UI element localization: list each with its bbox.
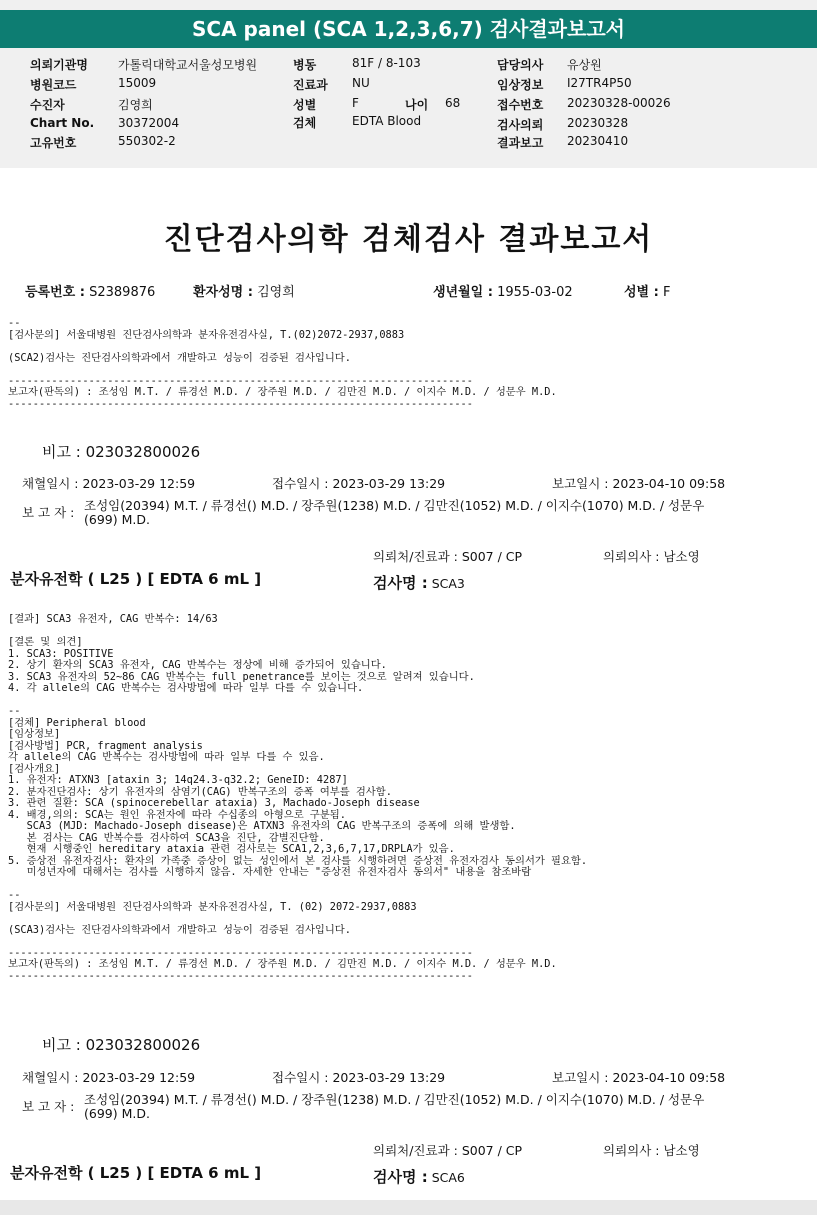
- patient-sex-value: F: [662, 285, 671, 300]
- info-label: 검사의뢰: [497, 118, 544, 132]
- reporter-label: 보 고 자 :: [22, 505, 75, 520]
- birth-date: [433, 281, 573, 300]
- info-label: 성별: [293, 98, 317, 112]
- bottom-strip: [0, 1200, 817, 1215]
- info-value: 20230328: [567, 116, 629, 130]
- report-value: 2023-04-10 09:58: [612, 476, 726, 491]
- report-label: 보고일시 :: [552, 1070, 609, 1085]
- note-field: [42, 1034, 200, 1055]
- dept-field: 의뢰처/진료과 : S007 / CP: [373, 1143, 523, 1158]
- info-value: 15009: [118, 76, 157, 90]
- test-name: [373, 572, 465, 593]
- info-label: 의뢰기관명: [30, 58, 88, 72]
- note-value: 023032800026: [85, 443, 201, 461]
- receive-value: 2023-03-29 13:29: [332, 1070, 446, 1085]
- registration-number: [25, 281, 155, 300]
- collect-label: 채혈일시 :: [22, 476, 79, 491]
- doctor-field: 의뢰의사 : 남소영: [603, 549, 700, 564]
- patient-sex-label: 성별 :: [624, 285, 659, 300]
- patient-name-label: 환자성명 :: [193, 285, 253, 300]
- sca2-footer-text: -- [검사문의] 서울대병원 진단검사의학과 분자유전검사실, T.(02)2072-2937,0883 (SCA2)검사는 진단검사의학과에서 개발하고 성능이 검증된 검사입니다. --------------------------------------------------------------------------- 보고자(판독의) : 조성임 M.T. / 류경선 M.D. / 장주원 M.D. / 김만진 M.D. / 이지수 M.D. / 성문우 M.D. ---------------------------------------------------------------------------: [8, 317, 557, 410]
- patient-name-value: 김영희: [257, 285, 295, 300]
- collect-datetime: [22, 1068, 195, 1086]
- note-label: 비고 :: [42, 443, 81, 461]
- report-value: 2023-04-10 09:58: [612, 1070, 726, 1085]
- patient-sex: [624, 281, 670, 300]
- info-value: 유상원: [567, 58, 602, 72]
- receive-label: 접수일시 :: [272, 1070, 329, 1085]
- info-label: 결과보고: [497, 136, 544, 150]
- info-label: Chart No.: [30, 116, 95, 130]
- registration-value: S2389876: [89, 285, 156, 300]
- info-value: 68: [445, 96, 461, 110]
- info-label: 수진자: [30, 98, 65, 112]
- info-value: 20230328-00026: [567, 96, 671, 110]
- category-field: 분자유전학 ( L25 ) [ EDTA 6 mL ]: [10, 570, 262, 588]
- info-label: 병동: [293, 58, 317, 72]
- sca3-result-text: [결과] SCA3 유전자, CAG 반복수: 14/63 [결론 및 의견] 1. SCA3: POSITIVE 2. 상기 환자의 SCA3 유전자, CAG 반복수는 정상에 비해 증가되어 있습니다. 3. SCA3 유전자의 52~86 CAG 반복수는 full penetrance를 보이는 것으로 알려져 있습니다. 4. 각 allele의 CAG 반복수는 검사방법에 따라 일부 다를 수 있습니다. -- [검체] Peripheral blood [임상정보] [검사방법] PCR, fragment analysis 각 allele의 CAG 반복수는 검사방법에 따라 일부 다를 수 있음. [검사개요] 1. 유전자: ATXN3 [ataxin 3; 14q24.3-q32.2; GeneID: 4287] 2. 분자진단검사: 상기 유전자의 삼염기(CAG) 반복구조의 증폭 여부를 검사함. 3. 관련 질환: SCA (spinocerebellar ataxia) 3, Machado-Joseph disease 4. 배경,의의: SCA는 원인 유전자에 따라 수십종의 아형으로 구분됨. SCA3 (MJD: Machado-Joseph disease)은 ATXN3 유전자의 CAG 반복구조의 증폭에 의해 발생함. 본 검사는 CAG 반복수를 검사하여 SCA3을 진단, 감별진단함. 현재 시행중인 hereditary ataxia 관련 검사로는 SCA1,2,3,6,7,17,DRPLA가 있음. 5. 증상전 유전자검사: 환자의 가족중 증상이 없는 성인에서 본 검사를 시행하려면 증상전 유전자검사 동의서가 필요함. 미성년자에 대해서는 검사를 시행하지 않음. 자세한 안내는 "증상전 유전자검사 동의서" 내용을 참조바람 -- [검사문의] 서울대병원 진단검사의학과 분자유전검사실, T. (02) 2072-2937,0883 (SCA3)검사는 진단검사의학과에서 개발하고 성능이 검증된 검사입니다. --------------------------------------------------------------------------- 보고자(판독의) : 조성임 M.T. / 류경선 M.D. / 장주원 M.D. / 김만진 M.D. / 이지수 M.D. / 성문우 M.D. ---------------------------------------------------------------------------: [8, 613, 588, 982]
- info-label: 검체: [293, 116, 317, 130]
- collect-value: 2023-03-29 12:59: [82, 476, 196, 491]
- doctor-field: 의뢰의사 : 남소영: [603, 1143, 700, 1158]
- test-name-label: 검사명 :: [373, 574, 428, 592]
- info-value: F: [352, 96, 359, 110]
- dept-field: 의뢰처/진료과 : S007 / CP: [373, 549, 523, 564]
- info-value: 가톨릭대학교서울성모병원: [118, 58, 258, 72]
- document-title: 진단검사의학 검체검사 결과보고서: [163, 222, 654, 257]
- note-field: [42, 441, 200, 462]
- note-value: 023032800026: [85, 1036, 201, 1054]
- info-label: 임상정보: [497, 78, 544, 92]
- test-name-value: SCA6: [431, 1170, 465, 1185]
- registration-label: 등록번호 :: [25, 285, 85, 300]
- window-title: SCA panel (SCA 1,2,3,6,7) 검사결과보고서: [0, 10, 817, 48]
- collect-datetime: [22, 474, 195, 492]
- receive-datetime: [272, 1068, 445, 1086]
- category-field: 분자유전학 ( L25 ) [ EDTA 6 mL ]: [10, 1164, 262, 1182]
- reporter-line: (699) M.D.: [84, 512, 150, 527]
- info-label: 병원코드: [30, 78, 77, 92]
- reporter-line: 조성임(20394) M.T. / 류경선() M.D. / 장주원(1238) M.D. / 김만진(1052) M.D. / 이지수(1070) M.D. / 성문우: [84, 1092, 705, 1107]
- test-name: [373, 1166, 465, 1187]
- reporter-line: 조성임(20394) M.T. / 류경선() M.D. / 장주원(1238) M.D. / 김만진(1052) M.D. / 이지수(1070) M.D. / 성문우: [84, 498, 705, 513]
- receive-value: 2023-03-29 13:29: [332, 476, 446, 491]
- info-label: 접수번호: [497, 98, 544, 112]
- info-value: 20230410: [567, 134, 629, 148]
- report-label: 보고일시 :: [552, 476, 609, 491]
- birth-date-value: 1955-03-02: [497, 285, 573, 300]
- info-value: NU: [352, 76, 370, 90]
- info-label: 고유번호: [30, 136, 77, 150]
- info-value: 550302-2: [118, 134, 176, 148]
- info-label: 나이: [405, 98, 429, 112]
- test-name-label: 검사명 :: [373, 1168, 428, 1186]
- report-datetime: [552, 474, 725, 492]
- reporter-line: (699) M.D.: [84, 1106, 150, 1121]
- reporter-label: 보 고 자 :: [22, 1099, 75, 1114]
- info-label: 진료과: [293, 78, 328, 92]
- info-value: 30372004: [118, 116, 180, 130]
- patient-name: [193, 281, 295, 300]
- patient-info-panel: [0, 52, 817, 152]
- info-label: 담당의사: [497, 58, 544, 72]
- report-datetime: [552, 1068, 725, 1086]
- report-document[interactable]: [0, 168, 817, 1200]
- info-value: 김영희: [118, 98, 153, 112]
- info-value: I27TR4P50: [567, 76, 632, 90]
- collect-label: 채혈일시 :: [22, 1070, 79, 1085]
- collect-value: 2023-03-29 12:59: [82, 1070, 196, 1085]
- test-name-value: SCA3: [431, 576, 465, 591]
- birth-date-label: 생년월일 :: [433, 285, 493, 300]
- note-label: 비고 :: [42, 1036, 81, 1054]
- info-value: 81F / 8-103: [352, 56, 421, 70]
- receive-label: 접수일시 :: [272, 476, 329, 491]
- info-value: EDTA Blood: [352, 114, 422, 128]
- receive-datetime: [272, 474, 445, 492]
